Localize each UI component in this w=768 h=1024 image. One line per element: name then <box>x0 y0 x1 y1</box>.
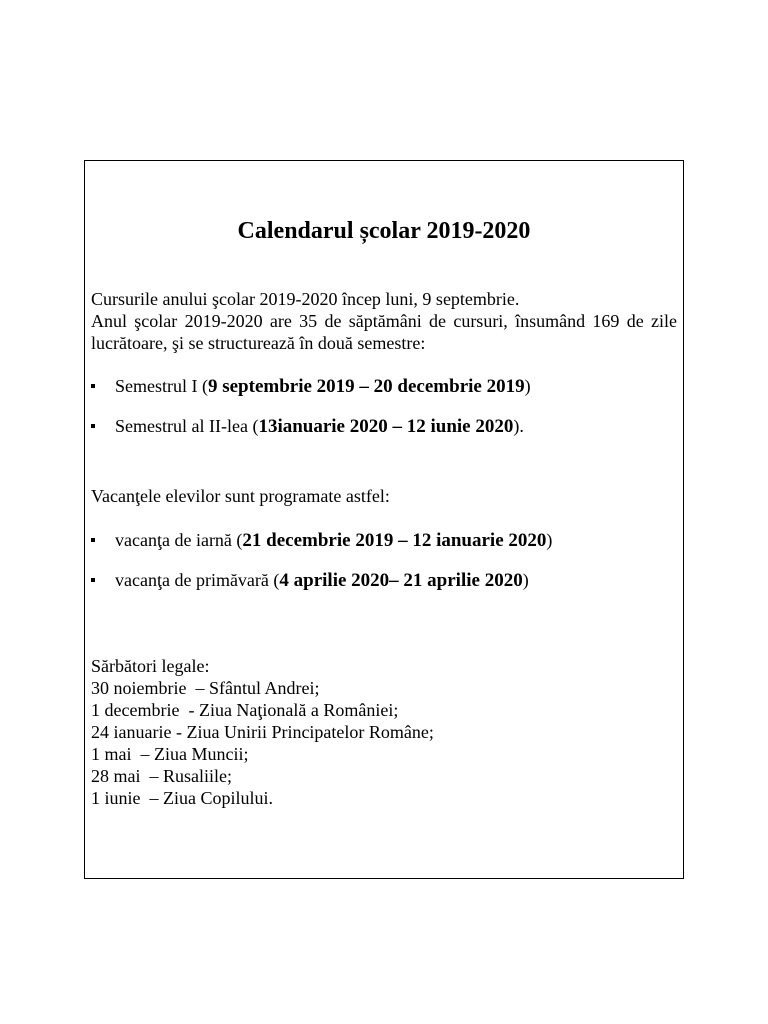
list-item-spring-vacation <box>91 569 677 609</box>
winter-vacation-prefix: vacanţa de iarnă ( <box>115 530 243 550</box>
semester-1-dates: 9 septembrie 2019 – 20 decembrie 2019 <box>207 376 525 397</box>
winter-vacation-suffix: ) <box>546 530 553 550</box>
intro-paragraph <box>91 288 677 354</box>
list-item-semester-1 <box>91 375 677 415</box>
semester-list <box>91 375 677 455</box>
holidays-heading: Sărbători legale: <box>91 656 210 676</box>
page-title: Calendarul școlar 2019-2020 <box>237 218 531 244</box>
bullet-icon <box>91 384 95 388</box>
calendar-box <box>84 160 684 879</box>
semester-2-suffix: ). <box>513 416 524 436</box>
list-item-semester-2 <box>91 415 677 455</box>
bullet-icon <box>91 578 95 582</box>
holiday-line: 1 decembrie - Ziua Naţională a României; <box>91 700 399 720</box>
intro-line-structure: Anul şcolar 2019-2020 are 35 de săptămâni de cursuri, însumând 169 de zile lucrătoare, şi se structurează în două semestre: <box>91 311 677 353</box>
holiday-line: 24 ianuarie - Ziua Unirii Principatelor Române; <box>91 722 434 742</box>
semester-2-dates: 13ianuarie 2020 – 12 iunie 2020 <box>258 416 514 437</box>
vacation-list <box>91 529 677 609</box>
bullet-icon <box>91 538 95 542</box>
semester-1-prefix: Semestrul I ( <box>115 376 208 396</box>
list-item-winter-vacation <box>91 529 677 569</box>
holiday-line: 1 iunie – Ziua Copilului. <box>91 788 273 808</box>
winter-vacation-dates: 21 decembrie 2019 – 12 ianuarie 2020 <box>242 530 547 551</box>
bullet-icon <box>91 424 95 428</box>
spring-vacation-dates: 4 aprilie 2020– 21 aprilie 2020 <box>279 570 523 591</box>
vacations-intro: Vacanţele elevilor sunt programate astfel: <box>91 486 390 506</box>
spring-vacation-suffix: ) <box>522 570 529 590</box>
holiday-line: 30 noiembrie – Sfântul Andrei; <box>91 678 320 698</box>
spring-vacation-prefix: vacanţa de primăvară ( <box>115 570 280 590</box>
semester-2-prefix: Semestrul al II-lea ( <box>115 416 259 436</box>
holiday-line: 28 mai – Rusaliile; <box>91 766 232 786</box>
legal-holidays <box>91 655 677 809</box>
holiday-line: 1 mai – Ziua Muncii; <box>91 744 249 764</box>
semester-1-suffix: ) <box>524 376 531 396</box>
intro-line-start-date: Cursurile anului şcolar 2019-2020 încep luni, 9 septembrie. <box>91 289 520 309</box>
